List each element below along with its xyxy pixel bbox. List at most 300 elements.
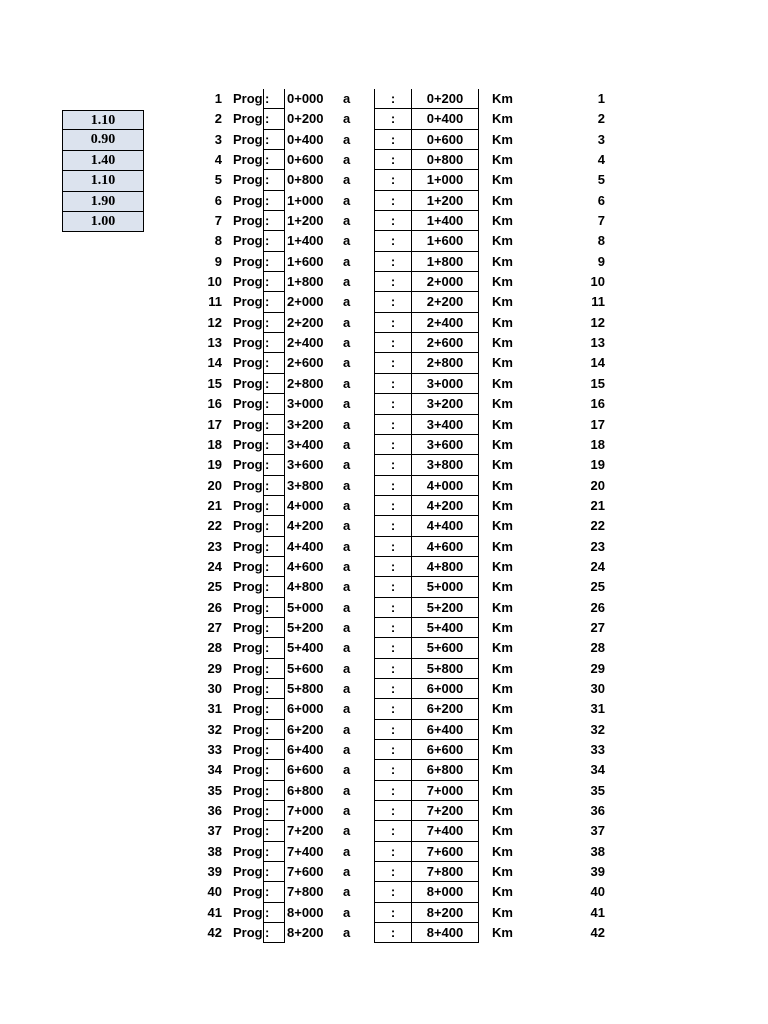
- row-number-cell: 36: [207, 803, 222, 819]
- prog-label-cell: Prog: [233, 884, 263, 900]
- colon-separator-cell[interactable]: :: [374, 130, 412, 150]
- colon-separator-cell[interactable]: :: [374, 781, 412, 801]
- from-chainage-cell[interactable]: 2+200: [287, 314, 324, 330]
- from-chainage-cell[interactable]: 2+000: [287, 294, 324, 310]
- to-chainage-cell[interactable]: 0+600: [412, 130, 479, 150]
- colon-separator-cell[interactable]: :: [263, 455, 285, 475]
- from-chainage-cell[interactable]: 1+400: [287, 233, 324, 249]
- row-number-cell: 25: [207, 579, 222, 595]
- row-number-cell: 20: [207, 477, 222, 493]
- colon-separator-cell[interactable]: :: [263, 821, 285, 841]
- a-label-cell: a: [343, 416, 351, 432]
- right-row-number-cell: 39: [590, 864, 605, 880]
- colon-separator-cell[interactable]: :: [374, 415, 412, 435]
- side-value-cell[interactable]: 0.90: [62, 130, 144, 150]
- colon-separator-cell[interactable]: :: [263, 231, 285, 251]
- unit-label-cell: Km: [492, 152, 513, 168]
- colon-separator-cell[interactable]: :: [374, 679, 412, 699]
- unit-label-cell: Km: [492, 619, 513, 635]
- colon-separator-cell[interactable]: :: [374, 821, 412, 841]
- colon-separator-cell[interactable]: :: [374, 150, 412, 170]
- colon-separator-cell[interactable]: :: [374, 272, 412, 292]
- prog-label-cell: Prog: [233, 274, 263, 290]
- to-chainage-cell[interactable]: 8+200: [412, 903, 479, 923]
- from-chainage-cell[interactable]: 0+600: [287, 152, 324, 168]
- from-chainage-cell[interactable]: 6+200: [287, 721, 324, 737]
- unit-label-cell: Km: [492, 477, 513, 493]
- row-number-cell: 27: [207, 619, 222, 635]
- colon-separator-cell[interactable]: :: [263, 862, 285, 882]
- to-chainage-cell[interactable]: 5+400: [412, 618, 479, 638]
- from-chainage-cell[interactable]: 7+000: [287, 803, 324, 819]
- right-row-number-cell: 36: [590, 803, 605, 819]
- colon-separator-cell[interactable]: :: [374, 374, 412, 394]
- colon-separator-cell[interactable]: :: [263, 781, 285, 801]
- prog-label-cell: Prog: [233, 436, 263, 452]
- from-chainage-cell[interactable]: 3+600: [287, 457, 324, 473]
- colon-separator-cell[interactable]: :: [374, 557, 412, 577]
- from-chainage-cell[interactable]: 4+400: [287, 538, 324, 554]
- right-row-number-cell: 10: [590, 274, 605, 290]
- to-chainage-cell[interactable]: 4+000: [412, 476, 479, 496]
- to-chainage-cell[interactable]: 8+000: [412, 882, 479, 902]
- to-chainage-cell[interactable]: 6+800: [412, 760, 479, 780]
- table-row: [0, 150, 768, 170]
- from-chainage-cell[interactable]: 7+600: [287, 864, 324, 880]
- prog-label-cell: Prog: [233, 823, 263, 839]
- row-number-cell: 42: [207, 925, 222, 941]
- right-row-number-cell: 31: [590, 701, 605, 717]
- side-value-cell[interactable]: 1.00: [62, 212, 144, 232]
- table-row: [0, 923, 768, 943]
- colon-separator-cell[interactable]: :: [263, 679, 285, 699]
- to-chainage-cell[interactable]: 3+400: [412, 415, 479, 435]
- table-row: [0, 191, 768, 211]
- colon-separator-cell[interactable]: :: [263, 394, 285, 414]
- unit-label-cell: Km: [492, 457, 513, 473]
- colon-separator-cell[interactable]: :: [374, 333, 412, 353]
- row-number-cell: 38: [207, 843, 222, 859]
- colon-separator-cell[interactable]: :: [374, 211, 412, 231]
- to-chainage-cell[interactable]: 4+800: [412, 557, 479, 577]
- colon-separator-cell[interactable]: :: [263, 415, 285, 435]
- from-chainage-cell[interactable]: 0+400: [287, 131, 324, 147]
- colon-separator-cell[interactable]: :: [263, 435, 285, 455]
- prog-label-cell: Prog: [233, 192, 263, 208]
- from-chainage-cell[interactable]: 6+800: [287, 782, 324, 798]
- colon-separator-cell[interactable]: :: [263, 659, 285, 679]
- colon-separator-cell[interactable]: :: [374, 292, 412, 312]
- to-chainage-cell[interactable]: 0+800: [412, 150, 479, 170]
- prog-label-cell: Prog: [233, 518, 263, 534]
- from-chainage-cell[interactable]: 1+600: [287, 253, 324, 269]
- colon-separator-cell[interactable]: :: [263, 577, 285, 597]
- colon-separator-cell[interactable]: :: [374, 659, 412, 679]
- from-chainage-cell[interactable]: 3+200: [287, 416, 324, 432]
- table-row: [0, 720, 768, 740]
- a-label-cell: a: [343, 436, 351, 452]
- from-chainage-cell[interactable]: 8+000: [287, 904, 324, 920]
- colon-separator-cell[interactable]: :: [263, 720, 285, 740]
- from-chainage-cell[interactable]: 3+400: [287, 436, 324, 452]
- to-chainage-cell[interactable]: 1+200: [412, 191, 479, 211]
- prog-label-cell: Prog: [233, 742, 263, 757]
- right-row-number-cell: 29: [590, 660, 605, 676]
- prog-label-cell: Prog: [233, 619, 263, 635]
- progressive-table: [0, 89, 768, 943]
- to-chainage-cell[interactable]: 7+000: [412, 781, 479, 801]
- side-value-cell[interactable]: 1.40: [62, 151, 144, 171]
- colon-separator-cell[interactable]: :: [374, 923, 412, 943]
- prog-label-cell: Prog: [233, 416, 263, 432]
- right-row-number-cell: 28: [590, 640, 605, 656]
- right-row-number-cell: 3: [597, 131, 605, 147]
- side-value-cell[interactable]: 1.10: [62, 171, 144, 191]
- colon-separator-cell[interactable]: :: [374, 638, 412, 658]
- colon-separator-cell[interactable]: :: [374, 252, 412, 272]
- row-number-cell: 10: [207, 274, 222, 290]
- to-chainage-cell[interactable]: 5+200: [412, 598, 479, 618]
- unit-label-cell: Km: [492, 558, 513, 574]
- to-chainage-cell[interactable]: 4+600: [412, 537, 479, 557]
- colon-separator-cell[interactable]: :: [263, 191, 285, 211]
- unit-label-cell: Km: [492, 253, 513, 269]
- a-label-cell: a: [343, 579, 351, 595]
- prog-label-cell: Prog: [233, 213, 263, 229]
- from-chainage-cell[interactable]: 3+800: [287, 477, 324, 493]
- to-chainage-cell[interactable]: 3+800: [412, 455, 479, 475]
- table-row: [0, 89, 768, 109]
- colon-separator-cell[interactable]: :: [263, 516, 285, 536]
- to-chainage-cell[interactable]: 3+000: [412, 374, 479, 394]
- from-chainage-cell[interactable]: 4+000: [287, 497, 324, 513]
- from-chainage-cell[interactable]: 6+600: [287, 762, 324, 778]
- from-chainage-cell[interactable]: 5+000: [287, 599, 324, 615]
- from-chainage-cell[interactable]: 6+400: [287, 742, 324, 757]
- colon-separator-cell[interactable]: :: [263, 313, 285, 333]
- colon-separator-cell[interactable]: :: [263, 903, 285, 923]
- table-row: [0, 801, 768, 821]
- prog-label-cell: Prog: [233, 111, 263, 127]
- unit-label-cell: Km: [492, 579, 513, 595]
- colon-separator-cell[interactable]: :: [374, 598, 412, 618]
- a-label-cell: a: [343, 538, 351, 554]
- unit-label-cell: Km: [492, 294, 513, 310]
- to-chainage-cell[interactable]: 6+200: [412, 699, 479, 719]
- prog-label-cell: Prog: [233, 782, 263, 798]
- table-row: [0, 699, 768, 719]
- unit-label-cell: Km: [492, 742, 513, 757]
- colon-separator-cell[interactable]: :: [374, 435, 412, 455]
- from-chainage-cell[interactable]: 5+400: [287, 640, 324, 656]
- from-chainage-cell[interactable]: 4+200: [287, 518, 324, 534]
- unit-label-cell: Km: [492, 701, 513, 717]
- unit-label-cell: Km: [492, 518, 513, 534]
- colon-separator-cell[interactable]: :: [374, 801, 412, 821]
- to-chainage-cell[interactable]: 2+400: [412, 313, 479, 333]
- colon-separator-cell[interactable]: :: [263, 150, 285, 170]
- right-row-number-cell: 41: [590, 904, 605, 920]
- colon-separator-cell[interactable]: :: [263, 842, 285, 862]
- unit-label-cell: Km: [492, 416, 513, 432]
- colon-separator-cell[interactable]: :: [374, 394, 412, 414]
- to-chainage-cell[interactable]: 6+000: [412, 679, 479, 699]
- right-row-number-cell: 33: [590, 742, 605, 757]
- to-chainage-cell[interactable]: 0+200: [412, 89, 479, 109]
- from-chainage-cell[interactable]: 7+400: [287, 843, 324, 859]
- table-row: [0, 821, 768, 841]
- to-chainage-cell[interactable]: 4+200: [412, 496, 479, 516]
- row-number-cell: 5: [214, 172, 222, 188]
- right-row-number-cell: 14: [590, 355, 605, 371]
- prog-label-cell: Prog: [233, 233, 263, 249]
- table-row: [0, 659, 768, 679]
- from-chainage-cell[interactable]: 3+000: [287, 396, 324, 412]
- from-chainage-cell[interactable]: 5+200: [287, 619, 324, 635]
- colon-separator-cell[interactable]: :: [263, 740, 285, 760]
- a-label-cell: a: [343, 843, 351, 859]
- colon-separator-cell[interactable]: :: [374, 476, 412, 496]
- unit-label-cell: Km: [492, 680, 513, 696]
- row-number-cell: 21: [207, 497, 222, 513]
- colon-separator-cell[interactable]: :: [263, 699, 285, 719]
- to-chainage-cell[interactable]: 5+600: [412, 638, 479, 658]
- to-chainage-cell[interactable]: 2+600: [412, 333, 479, 353]
- from-chainage-cell[interactable]: 4+600: [287, 558, 324, 574]
- row-number-cell: 16: [207, 396, 222, 412]
- colon-separator-cell[interactable]: :: [374, 89, 412, 109]
- to-chainage-cell[interactable]: 2+200: [412, 292, 479, 312]
- colon-separator-cell[interactable]: :: [374, 191, 412, 211]
- to-chainage-cell[interactable]: 0+400: [412, 109, 479, 129]
- to-chainage-cell[interactable]: 5+800: [412, 659, 479, 679]
- right-row-number-cell: 30: [590, 680, 605, 696]
- prog-label-cell: Prog: [233, 375, 263, 391]
- unit-label-cell: Km: [492, 274, 513, 290]
- a-label-cell: a: [343, 680, 351, 696]
- side-value-cell[interactable]: 1.10: [62, 110, 144, 130]
- unit-label-cell: Km: [492, 721, 513, 737]
- a-label-cell: a: [343, 111, 351, 127]
- table-row: [0, 455, 768, 475]
- colon-separator-cell[interactable]: :: [263, 130, 285, 150]
- table-row: [0, 435, 768, 455]
- from-chainage-cell[interactable]: 1+000: [287, 192, 324, 208]
- colon-separator-cell[interactable]: :: [374, 882, 412, 902]
- row-number-cell: 39: [207, 864, 222, 880]
- right-row-number-cell: 38: [590, 843, 605, 859]
- to-chainage-cell[interactable]: 3+600: [412, 435, 479, 455]
- colon-separator-cell[interactable]: :: [263, 638, 285, 658]
- colon-separator-cell[interactable]: :: [263, 252, 285, 272]
- to-chainage-cell[interactable]: 7+800: [412, 862, 479, 882]
- from-chainage-cell[interactable]: 1+800: [287, 274, 324, 290]
- row-number-cell: 41: [207, 904, 222, 920]
- colon-separator-cell[interactable]: :: [374, 231, 412, 251]
- colon-separator-cell[interactable]: :: [263, 537, 285, 557]
- right-row-number-cell: 34: [590, 762, 605, 778]
- table-row: [0, 170, 768, 190]
- to-chainage-cell[interactable]: 4+400: [412, 516, 479, 536]
- table-row: [0, 882, 768, 902]
- row-number-cell: 13: [207, 335, 222, 351]
- to-chainage-cell[interactable]: 7+400: [412, 821, 479, 841]
- prog-label-cell: Prog: [233, 131, 263, 147]
- table-row: [0, 272, 768, 292]
- to-chainage-cell[interactable]: 7+600: [412, 842, 479, 862]
- unit-label-cell: Km: [492, 823, 513, 839]
- a-label-cell: a: [343, 721, 351, 737]
- from-chainage-cell[interactable]: 8+200: [287, 925, 324, 941]
- to-chainage-cell[interactable]: 1+800: [412, 252, 479, 272]
- from-chainage-cell[interactable]: 2+600: [287, 355, 324, 371]
- table-row: [0, 353, 768, 373]
- table-row: [0, 231, 768, 251]
- colon-separator-cell[interactable]: :: [374, 618, 412, 638]
- to-chainage-cell[interactable]: 1+600: [412, 231, 479, 251]
- colon-separator-cell[interactable]: :: [374, 109, 412, 129]
- from-chainage-cell[interactable]: 2+400: [287, 335, 324, 351]
- to-chainage-cell[interactable]: 1+000: [412, 170, 479, 190]
- right-row-number-cell: 22: [590, 518, 605, 534]
- a-label-cell: a: [343, 192, 351, 208]
- unit-label-cell: Km: [492, 538, 513, 554]
- to-chainage-cell[interactable]: 7+200: [412, 801, 479, 821]
- to-chainage-cell[interactable]: 1+400: [412, 211, 479, 231]
- prog-label-cell: Prog: [233, 477, 263, 493]
- prog-label-cell: Prog: [233, 701, 263, 717]
- unit-label-cell: Km: [492, 803, 513, 819]
- colon-separator-cell[interactable]: :: [263, 211, 285, 231]
- colon-separator-cell[interactable]: :: [263, 333, 285, 353]
- prog-label-cell: Prog: [233, 558, 263, 574]
- unit-label-cell: Km: [492, 782, 513, 798]
- colon-separator-cell[interactable]: :: [263, 476, 285, 496]
- right-row-number-cell: 20: [590, 477, 605, 493]
- colon-separator-cell[interactable]: :: [263, 89, 285, 109]
- a-label-cell: a: [343, 742, 351, 757]
- colon-separator-cell[interactable]: :: [263, 618, 285, 638]
- table-row: [0, 740, 768, 760]
- to-chainage-cell[interactable]: 6+400: [412, 720, 479, 740]
- row-number-cell: 14: [207, 355, 222, 371]
- colon-separator-cell[interactable]: :: [263, 496, 285, 516]
- a-label-cell: a: [343, 253, 351, 269]
- prog-label-cell: Prog: [233, 396, 263, 412]
- row-number-cell: 4: [214, 152, 222, 168]
- a-label-cell: a: [343, 660, 351, 676]
- right-row-number-cell: 15: [590, 375, 605, 391]
- side-value-cell[interactable]: 1.90: [62, 192, 144, 212]
- colon-separator-cell[interactable]: :: [374, 353, 412, 373]
- colon-separator-cell[interactable]: :: [263, 109, 285, 129]
- colon-separator-cell[interactable]: :: [263, 557, 285, 577]
- prog-label-cell: Prog: [233, 457, 263, 473]
- from-chainage-cell[interactable]: 0+000: [287, 91, 324, 106]
- colon-separator-cell[interactable]: :: [374, 496, 412, 516]
- to-chainage-cell[interactable]: 3+200: [412, 394, 479, 414]
- colon-separator-cell[interactable]: :: [374, 577, 412, 597]
- prog-label-cell: Prog: [233, 680, 263, 696]
- from-chainage-cell[interactable]: 7+800: [287, 884, 324, 900]
- colon-separator-cell[interactable]: :: [263, 374, 285, 394]
- colon-separator-cell[interactable]: :: [263, 882, 285, 902]
- from-chainage-cell[interactable]: 2+800: [287, 375, 324, 391]
- colon-separator-cell[interactable]: :: [374, 699, 412, 719]
- colon-separator-cell[interactable]: :: [263, 292, 285, 312]
- right-row-number-cell: 5: [597, 172, 605, 188]
- colon-separator-cell[interactable]: :: [263, 353, 285, 373]
- table-row: [0, 476, 768, 496]
- to-chainage-cell[interactable]: 5+000: [412, 577, 479, 597]
- colon-separator-cell[interactable]: :: [374, 516, 412, 536]
- colon-separator-cell[interactable]: :: [374, 720, 412, 740]
- colon-separator-cell[interactable]: :: [374, 760, 412, 780]
- row-number-cell: 40: [207, 884, 222, 900]
- a-label-cell: a: [343, 904, 351, 920]
- from-chainage-cell[interactable]: 4+800: [287, 579, 324, 595]
- unit-label-cell: Km: [492, 396, 513, 412]
- table-row: [0, 760, 768, 780]
- unit-label-cell: Km: [492, 233, 513, 249]
- colon-separator-cell[interactable]: :: [374, 537, 412, 557]
- colon-separator-cell[interactable]: :: [374, 903, 412, 923]
- to-chainage-cell[interactable]: 8+400: [412, 923, 479, 943]
- from-chainage-cell[interactable]: 0+800: [287, 172, 324, 188]
- from-chainage-cell[interactable]: 6+000: [287, 701, 324, 717]
- colon-separator-cell[interactable]: :: [263, 598, 285, 618]
- prog-label-cell: Prog: [233, 294, 263, 310]
- colon-separator-cell[interactable]: :: [263, 760, 285, 780]
- colon-separator-cell[interactable]: :: [374, 740, 412, 760]
- prog-label-cell: Prog: [233, 904, 263, 920]
- colon-separator-cell[interactable]: :: [263, 170, 285, 190]
- table-row: [0, 109, 768, 129]
- a-label-cell: a: [343, 803, 351, 819]
- colon-separator-cell[interactable]: :: [374, 862, 412, 882]
- from-chainage-cell[interactable]: 7+200: [287, 823, 324, 839]
- from-chainage-cell[interactable]: 5+600: [287, 660, 324, 676]
- from-chainage-cell[interactable]: 0+200: [287, 111, 324, 127]
- table-row: [0, 842, 768, 862]
- unit-label-cell: Km: [492, 762, 513, 778]
- prog-label-cell: Prog: [233, 640, 263, 656]
- unit-label-cell: Km: [492, 843, 513, 859]
- unit-label-cell: Km: [492, 436, 513, 452]
- table-row: [0, 496, 768, 516]
- colon-separator-cell[interactable]: :: [374, 170, 412, 190]
- colon-separator-cell[interactable]: :: [263, 801, 285, 821]
- table-row: [0, 903, 768, 923]
- unit-label-cell: Km: [492, 864, 513, 880]
- from-chainage-cell[interactable]: 5+800: [287, 680, 324, 696]
- row-number-cell: 19: [207, 457, 222, 473]
- right-row-number-cell: 32: [590, 721, 605, 737]
- a-label-cell: a: [343, 213, 351, 229]
- colon-separator-cell[interactable]: :: [263, 272, 285, 292]
- to-chainage-cell[interactable]: 2+000: [412, 272, 479, 292]
- colon-separator-cell[interactable]: :: [263, 923, 285, 943]
- colon-separator-cell[interactable]: :: [374, 842, 412, 862]
- right-row-number-cell: 21: [590, 497, 605, 513]
- to-chainage-cell[interactable]: 2+800: [412, 353, 479, 373]
- to-chainage-cell[interactable]: 6+600: [412, 740, 479, 760]
- from-chainage-cell[interactable]: 1+200: [287, 213, 324, 229]
- right-row-number-cell: 7: [597, 213, 605, 229]
- colon-separator-cell[interactable]: :: [374, 313, 412, 333]
- row-number-cell: 15: [207, 375, 222, 391]
- colon-separator-cell[interactable]: :: [374, 455, 412, 475]
